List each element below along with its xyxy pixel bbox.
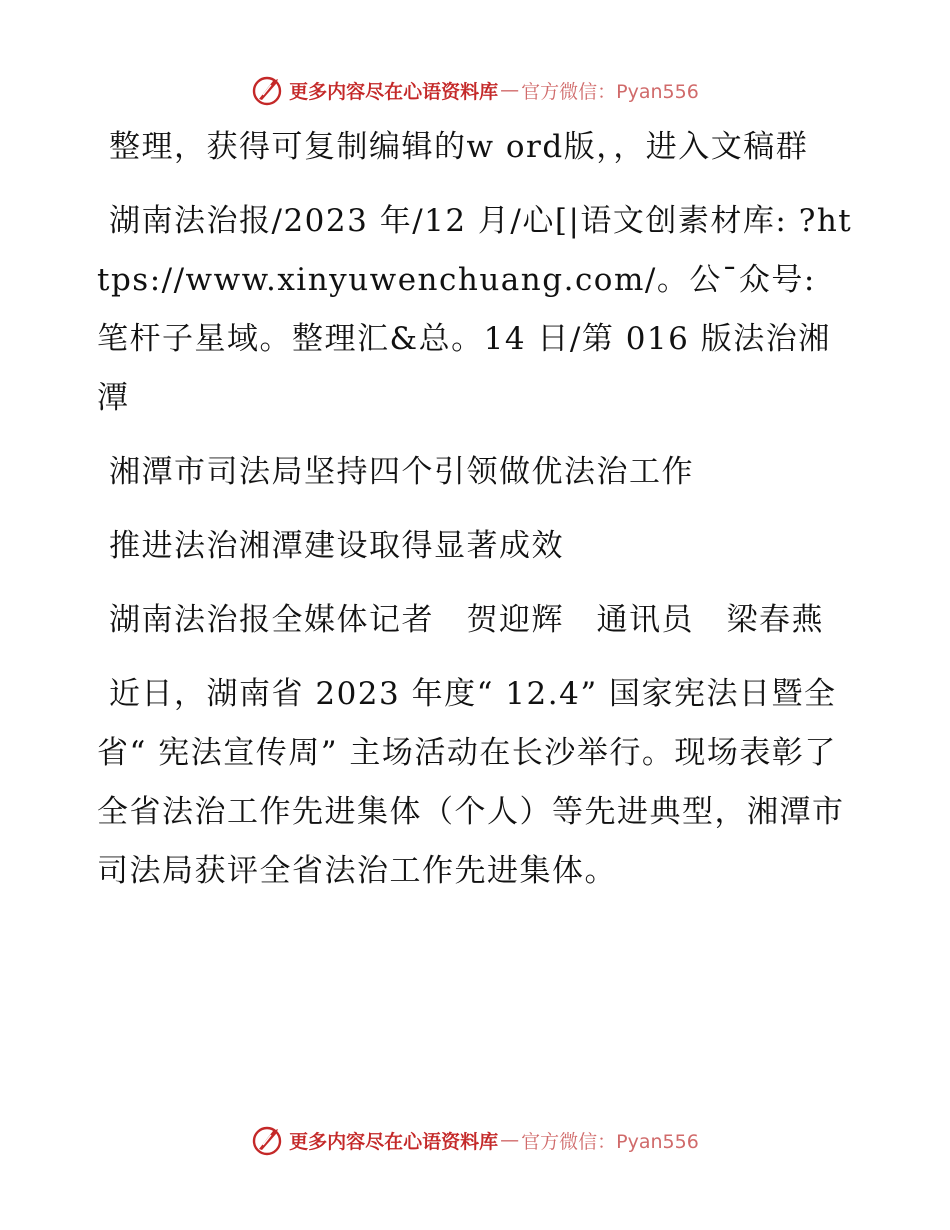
quill-pen-logo-icon: [251, 73, 285, 107]
footer-watermark-banner: [0, 1120, 950, 1160]
paragraph-intro: 整理，获得可复制编辑的w ord版，，进入文稿群: [109, 129, 809, 165]
banner-separator: —: [500, 1129, 520, 1151]
paragraph-source: 湖南法治报/2023 年/12 月/心[|语文创素材库: ?https://www.xinyuwenchuang.com/。公¯众号: 笔杆子星域。整理汇&总。14 日/第 016 版法治湘潭: [97, 203, 853, 416]
headline-main: 湘潭市司法局坚持四个引领做优法治工作: [109, 454, 694, 490]
byline: 湖南法治报全媒体记者 贺迎辉 通讯员 梁春燕: [109, 602, 824, 638]
banner-separator: —: [500, 79, 520, 101]
banner-wechat: 官方微信：Pyan556: [521, 1130, 699, 1153]
document-body: [97, 118, 857, 916]
headline-sub: 推进法治湘潭建设取得显著成效: [109, 528, 564, 564]
header-watermark-banner: [0, 70, 950, 110]
quill-pen-logo-icon: [251, 1123, 285, 1157]
paragraph-body: 近日，湖南省 2023 年度“ 12.4” 国家宪法日暨全省“ 宪法宣传周” 主场活动在长沙举行。现场表彰了全省法治工作先进集体（个人）等先进典型，湘潭市司法局获评全省法治工作先进集体。: [97, 676, 845, 889]
banner-wechat: 官方微信：Pyan556: [521, 80, 699, 103]
banner-text: 更多内容尽在心语资料库: [289, 80, 499, 103]
banner-text: 更多内容尽在心语资料库: [289, 1130, 499, 1153]
